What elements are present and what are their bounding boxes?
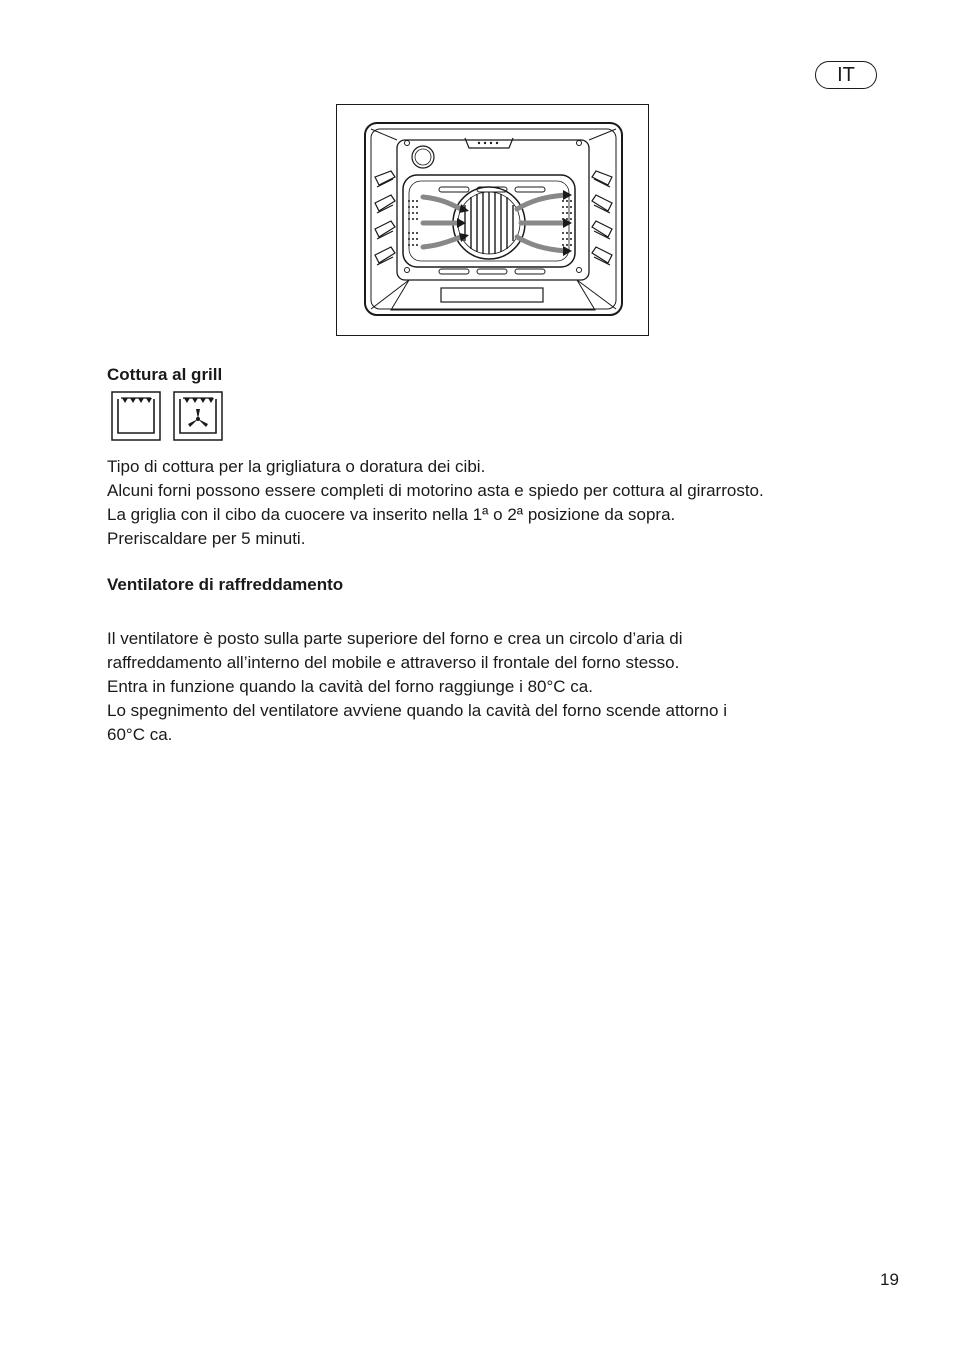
cooling-fan-heading: Ventilatore di raffreddamento	[107, 575, 344, 594]
grill-fan-mode-icon	[173, 391, 223, 441]
grill-line: Tipo di cottura per la grigliatura o doratura dei cibi.	[107, 457, 486, 476]
cooking-mode-icons	[111, 391, 223, 441]
oven-illustration	[336, 104, 649, 336]
fan-line: raffreddamento all’interno del mobile e attraverso il frontale del forno stesso.	[107, 653, 680, 672]
language-badge	[815, 61, 877, 89]
grill-line: La griglia con il cibo da cuocere va inserito nella 1ª o 2ª posizione da sopra.	[107, 505, 676, 524]
fan-line: Il ventilatore è posto sulla parte superiore del forno e crea un circolo d’aria di	[107, 629, 683, 648]
grill-line: Alcuni forni possono essere completi di motorino asta e spiedo per cottura al girarrosto.	[107, 481, 764, 500]
oven-fan-airflow-icon	[337, 105, 648, 335]
fan-line: Entra in funzione quando la cavità del forno raggiunge i 80°C ca.	[107, 677, 593, 696]
grill-description	[107, 455, 907, 551]
language-code: IT	[837, 64, 855, 86]
page-number: 19	[880, 1270, 899, 1289]
cooling-fan-description	[107, 627, 907, 747]
grill-heading: Cottura al grill	[107, 365, 223, 384]
fan-line: 60°C ca.	[107, 725, 173, 744]
fan-line: Lo spegnimento del ventilatore avviene quando la cavità del forno scende attorno i	[107, 701, 727, 720]
grill-mode-icon	[111, 391, 161, 441]
grill-line: Preriscaldare per 5 minuti.	[107, 529, 306, 548]
